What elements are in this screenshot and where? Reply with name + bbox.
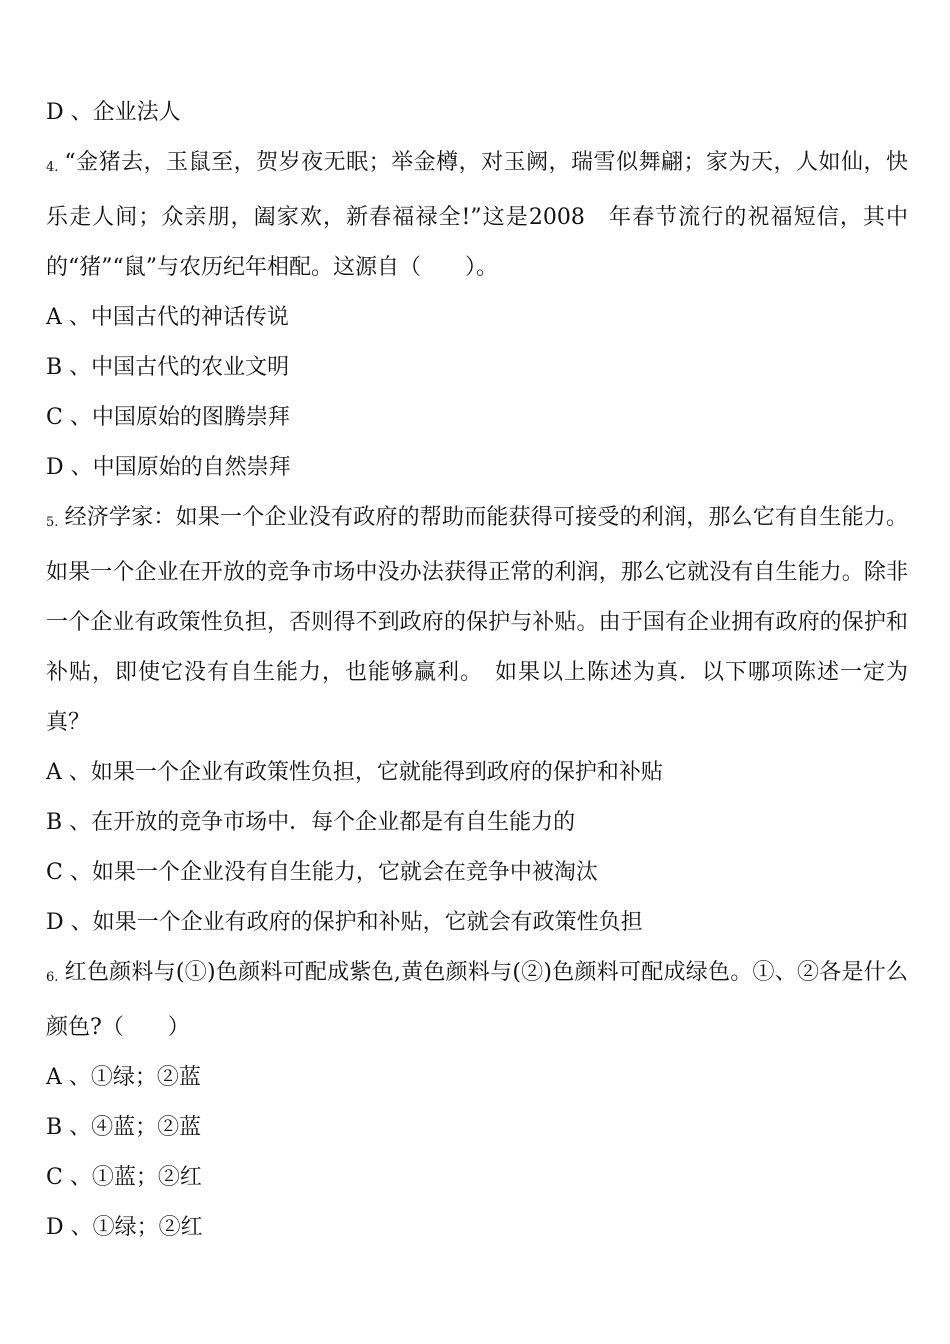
option-c: C 、中国原始的图腾崇拜: [46, 405, 290, 430]
question-6: [46, 948, 908, 1053]
option-b: B 、中国古代的农业文明: [46, 355, 290, 380]
option-c: C 、①蓝；②红: [46, 1165, 202, 1190]
option-a: A 、①绿；②蓝: [46, 1065, 201, 1090]
question-number: 6.: [46, 970, 59, 985]
option-a: A 、中国古代的神话传说: [46, 305, 289, 330]
question-text: 经济学家：如果一个企业没有政府的帮助而能获得可接受的利润，那么它有自生能力。如果一个企业在开放的竞争市场中没办法获得正常的利润，那么它就没有自生能力。除非一个企业有政策性负担，否则得不到政府的保护与补贴。由于国有企业拥有政府的保护和补贴，即使它没有自生能力，也能够赢利。 如果以上陈述为真．以下哪项陈述一定为真？: [46, 505, 908, 735]
option-d: D 、中国原始的自然崇拜: [46, 455, 291, 480]
option-d: D 、如果一个企业有政府的保护和补贴，它就会有政策性负担: [46, 910, 643, 935]
question-4: [46, 138, 908, 293]
option-b: B 、在开放的竞争市场中．每个企业都是有自生能力的: [46, 810, 576, 835]
question-text: “金猪去，玉鼠至，贺岁夜无眠；举金樽，对玉阙，瑞雪似舞翩；家为天，人如仙，快乐走人间；众亲朋，阖家欢，新春福禄全!”这是2008 年春节流行的祝福短信，其中的“猪”“鼠”与农历纪年相配。这源自（ ）。: [46, 150, 908, 280]
question-5: [46, 493, 908, 748]
option-a: A 、如果一个企业有政策性负担，它就能得到政府的保护和补贴: [46, 760, 663, 785]
option-4d-prev: D 、企业法人: [46, 100, 181, 125]
question-number: 5.: [46, 515, 59, 530]
option-b: B 、④蓝；②蓝: [46, 1115, 202, 1140]
question-text: 红色颜料与(①)色颜料可配成紫色,黄色颜料与(②)色颜料可配成绿色。①、②各是什么颜色?（ ）: [46, 960, 908, 1040]
option-d: D 、①绿；②红: [46, 1215, 203, 1240]
option-c: C 、如果一个企业没有自生能力，它就会在竞争中被淘汰: [46, 860, 598, 885]
question-number: 4.: [46, 160, 59, 175]
document-page: [46, 88, 908, 1253]
